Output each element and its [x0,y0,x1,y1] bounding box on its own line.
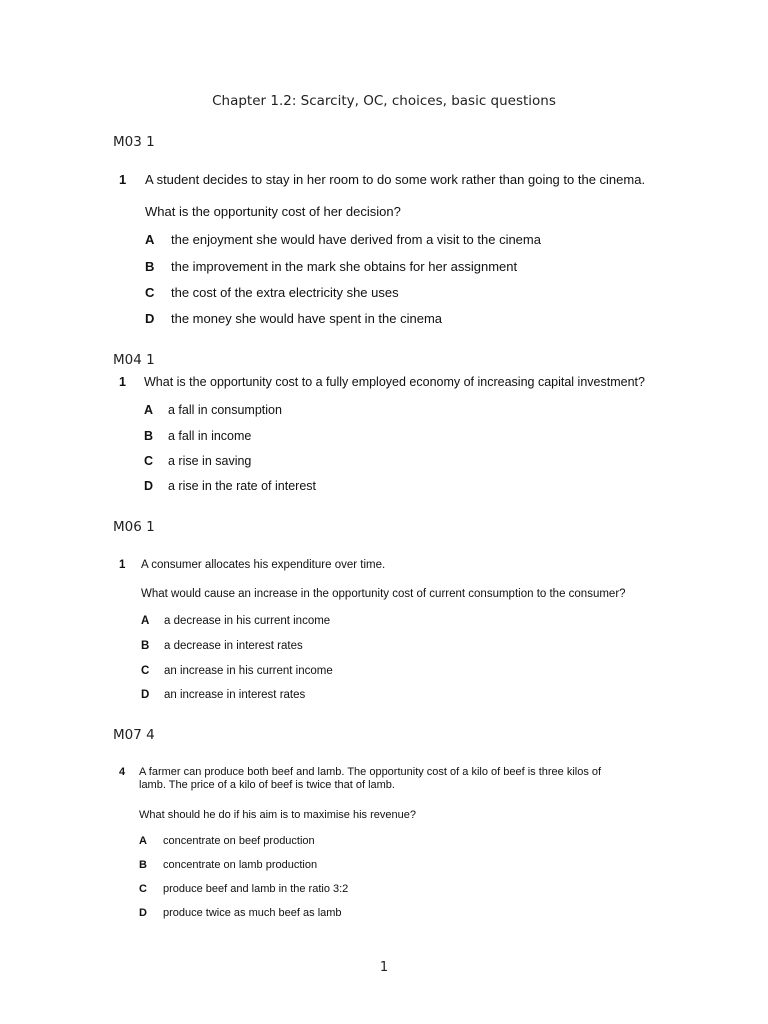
option-letter: B [141,640,150,652]
option-text: a fall in income [168,429,252,443]
option-text: the enjoyment she would have derived from a visit to the cinema [171,232,541,247]
option-text: the improvement in the mark she obtains for her assignment [171,259,518,274]
option-letter: D [144,479,154,493]
question-number: 1 [119,172,127,187]
question-prompt: What would cause an increase in the opportunity cost of current consumption to the consumer? [141,588,626,600]
option-letter: B [139,859,147,871]
option-text: the money she would have spent in the cinema [171,311,443,326]
option-text: a fall in consumption [168,403,282,417]
question-number: 1 [119,375,126,389]
option-letter: A [145,232,155,247]
option-text: a decrease in interest rates [164,640,303,652]
question-stem-line-1: A farmer can produce both beef and lamb. The opportunity cost of a kilo of beef is three kilos of [139,766,602,778]
question-code: M03 1 [113,134,155,150]
option-text: an increase in his current income [164,665,333,677]
option-text: an increase in interest rates [164,689,306,701]
option-letter: C [144,454,154,468]
option-letter: A [139,835,147,847]
question-stem: What is the opportunity cost to a fully employed economy of increasing capital investment? [144,375,645,389]
question-code: M06 1 [113,519,155,535]
page-title: Chapter 1.2: Scarcity, OC, choices, basic questions [212,93,556,109]
question-prompt: What should he do if his aim is to maximise his revenue? [139,809,416,821]
question-prompt: What is the opportunity cost of her decision? [145,204,401,219]
question-code: M07 4 [113,727,155,743]
question-stem: A consumer allocates his expenditure over time. [141,559,386,571]
option-letter: B [144,429,154,443]
option-text: produce twice as much beef as lamb [163,907,342,919]
option-letter: C [141,665,150,677]
option-letter: B [145,259,155,274]
option-letter: D [145,311,155,326]
question-stem-line-2: lamb. The price of a kilo of beef is twice that of lamb. [139,779,395,791]
question-number: 1 [119,559,126,571]
option-text: concentrate on lamb production [163,859,318,871]
question-code: M04 1 [113,352,155,368]
option-text: a rise in saving [168,454,252,468]
option-letter: C [139,883,147,895]
option-letter: C [145,285,155,300]
option-letter: A [141,615,150,627]
option-letter: D [141,689,150,701]
option-letter: A [144,403,154,417]
option-text: concentrate on beef production [163,835,315,847]
question-stem: A student decides to stay in her room to do some work rather than going to the cinema. [145,172,646,187]
option-letter: D [139,907,147,919]
page-number: 1 [379,960,389,975]
option-text: a rise in the rate of interest [168,479,316,493]
option-text: a decrease in his current income [164,615,331,627]
option-text: produce beef and lamb in the ratio 3:2 [163,883,349,895]
question-number: 4 [119,766,126,778]
option-text: the cost of the extra electricity she uses [171,285,399,300]
